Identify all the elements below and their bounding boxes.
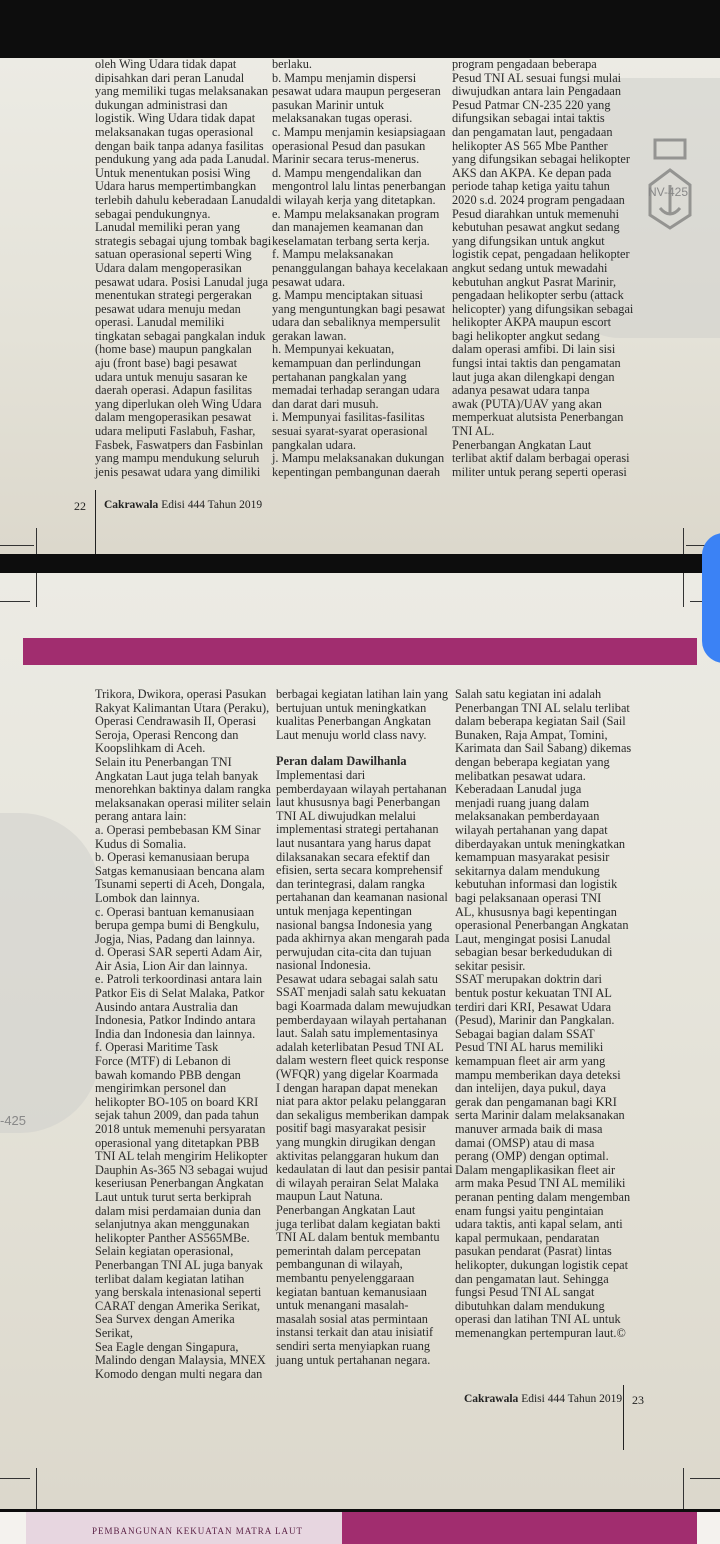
crop-mark	[0, 545, 34, 546]
page22-column-3	[452, 58, 636, 479]
header-color-band	[342, 1512, 697, 1544]
navy-emblem-icon	[640, 130, 700, 230]
page23-column-2-intro: berbagai kegiatan latihan lain yang bertujuan untuk meningkatkan kualitas Penerbangan Angkatan Laut menuju world class navy.	[276, 687, 449, 742]
page23-column-1-text: Trikora, Dwikora, operasi Pasukan Rakyat Kalimantan Utara (Peraku), Operasi Cendrawasih II, Operasi Seroja, Operasi Rencong dan Koopslihkam di Aceh. Selain itu Penerbangan TNI Angkatan Laut juga telah banyak menorehkan baktinya dalam rangka melaksanakan operasi militer selain perang antara lain: a. Operasi pembebasan KM Sinar Kudus di Somalia. b. Operasi kemanusiaan berupa Satgas kemanusiaan bencana alam Tsunami seperti di Aceh, Dongala, Lombok dan lainnya. c. Operasi bantuan kemanusiaan berupa gempa bumi di Bengkulu, Jogja, Nias, Padang dan lainnya. d. Operasi SAR seperti Adam Air, Air Asia, Lion Air dan lainnya. e. Patroli terkoordinasi antara lain Patkor Eis di Selat Malaka, Patkor Ausindo antara Australia dan Indonesia, Patkor Indindo antara India dan Indonesia dan lainnya. f. Operasi Maritime Task Force (MTF) di Lebanon di bawah komando PBB dengan mengirimkan personel dan helikopter BO-105 on board KRI sejak tahun 2009, dan pada tahun 2018 untuk memenuhi persyaratan operasional yang ditetapkan PBB TNI AL telah mengirim Helikopter Dauphin As-365 N3 sebagai wujud keseriusan Penerbangan Angkatan Laut untuk turut serta berkiprah dalam misi perdamaian dunia dan selanjutnya akan menggunakan helikopter Panther AS565MBe. Selain kegiatan operasional, Penerbangan TNI AL juga banyak terlibat dalam kegiatan latihan yang berskala intenasional seperti CARAT dengan Amerika Serikat, Sea Survex dengan Amerika Serikat, Sea Eagle dengan Singapura, Malindo dengan Malaysia, MNEX Komodo dengan multi negara dan	[95, 687, 271, 1381]
helicopter-photo-background	[0, 813, 100, 1133]
page23-column-1	[95, 688, 275, 1381]
folio-divider	[623, 1385, 624, 1450]
magazine-page-24-partial	[0, 1512, 720, 1544]
magazine-name: Cakrawala	[104, 499, 159, 511]
magazine-name: Cakrawala	[464, 1393, 519, 1405]
crop-mark	[36, 1468, 37, 1509]
crop-mark	[36, 573, 37, 607]
crop-mark	[36, 528, 37, 554]
page23-column-2-body: Implementasi dari pemberdayaan wilayah pertahanan laut khususnya bagi Penerbangan TNI AL diwujudkan melalui implementasi strategi pertahanan laut nusantara yang harus dapat dilaksanakan secara efektif dan efisien, serta secara komprehensif dan terintegrasi, dalam rangka pertahanan dan keamanan nasional untuk menjaga kepentingan nasional bangsa Indonesia yang pada akhirnya akan mengarah pada perwujudan cita-cita dan tujuan nasional Indonesia. Pesawat udara sebagai salah satu SSAT menjadi salah satu kekuatan bagi Koarmada dalam mewujudkan pemberdayaan wilayah pertahanan laut. Salah satu implementasinya adalah keterlibatan Pesud TNI AL dalam western fleet quick response (WFQR) yang digelar Koarmada I dengan harapan dapat menekan niat para aktor pelaku pelanggaran dan sekaligus memberikan dampak positif bagi masyarakat pesisir yang mungkin dirugikan dengan aktivitas pelanggaran hukum dan kedaulatan di laut dan pesisir pantai di wilayah perairan Selat Malaka maupun Laut Natuna. Penerbangan Angkatan Laut juga terlibat dalam kegiatan bakti TNI AL dalam bentuk membantu pemerintah dalam percepatan pembangunan di wilayah, membantu penyelenggaraan kegiatan bantuan kemanusiaan untuk menangani masalah- masalah sosial atas permintaan instansi terkait dan atau inisiatif sendiri serta menyiapkan ruang juang untuk pertahanan negara.	[276, 767, 453, 1367]
aircraft-tail-number: -425	[0, 1113, 27, 1128]
section-heading: Peran dalam Dawilhanla	[276, 754, 407, 769]
page-number: 22	[74, 499, 86, 513]
crop-mark	[0, 1478, 30, 1479]
crop-mark	[0, 601, 30, 602]
section-label: PEMBANGUNAN KEKUATAN MATRA LAUT	[26, 1512, 342, 1544]
page22-column-2	[272, 58, 450, 479]
crop-mark	[683, 573, 684, 607]
page22-column-2-text: berlaku. b. Mampu menjamin dispersi pesawat udara maupun pergeseran pasukan Marinir untuk melaksanakan tugas operasi. c. Mampu menjamin kesiapsiagaan operasional Pesud dan pasukan Marinir secara terus-menerus. d. Mampu mengendalikan dan mengontrol lalu lintas penerbangan di wilayah kerja yang ditetapkan. e. Mampu melaksanakan program dan manajemen keamanan dan keselamatan terbang serta kerja. f. Mampu melaksanakan penanggulangan bahaya kecelakaan pesawat udara. g. Mampu menciptakan situasi yang menguntungkan bagi pesawat udara dan sebaliknya mempersulit gerakan lawan. h. Mempunyai kekuatan, kemampuan dan perlindungan pertahanan pangkalan yang memadai terhadap serangan udara dan darat dari musuh. i. Mempunyai fasilitas-fasilitas sesuai syarat-syarat operasional pangkalan udara. j. Mampu melaksanakan dukungan kepentingan pembangunan daerah	[272, 58, 449, 479]
crop-mark	[683, 528, 684, 554]
page23-column-3-text: Salah satu kegiatan ini adalah Penerbangan TNI AL selalu terlibat dalam beberapa kegiatan Sail (Sail Bunaken, Raja Ampat, Tomini, Karimata dan Sail Sabang) dikemas dengan beberapa kegiatan yang melibatkan pesawat udara. Keberadaan Lanudal juga menjadi ruang juang dalam melaksanakan pemberdayaan wilayah pertahanan yang dapat diberdayakan untuk meningkatkan kemampuan masyarakat pesisir sekitarnya dalam mendukung kebutuhan informasi dan logistik bagi pelaksanaan operasi TNI AL, khususnya bagi kepentingan operasional Penerbangan Angkatan Laut, mengingat posisi Lanudal sebagian besar berkedudukan di sekitar pesisir. SSAT merupakan doktrin dari bentuk postur kekuatan TNI AL terdiri dari KRI, Pesawat Udara (Pesud), Marinir dan Pangkalan. Sebagai bagian dalam SSAT Pesud TNI AL harus memiliki kemampuan fleet air arm yang mampu memberikan daya deteksi dan intelijen, daya pukul, daya gerak dan pengamanan bagi KRI serta Marinir dalam melaksanakan manuver armada baik di masa damai (OMSP) atau di masa perang (OMP) dengan optimal. Dalam mengaplikasikan fleet air arm maka Pesud TNI AL memiliki peranan penting dalam mengemban enam fungsi yaitu pengintaian udara taktis, anti kapal selam, anti kapal permukaan, pendaratan pasukan pendarat (Pasrat) lintas helikopter, dukungan logistik cepat dan pengamatan laut. Sehingga fungsi Pesud TNI AL sangat dibutuhkan dalam mendukung operasi dan latihan TNI AL untuk memenangkan pertempuran laut.©	[455, 687, 632, 1340]
magazine-issue: Edisi 444 Tahun 2019	[521, 1393, 623, 1405]
magazine-folio	[464, 1393, 622, 1405]
aircraft-tail-number: NV-425	[648, 185, 689, 199]
page22-column-3-text: program pengadaan beberapa Pesud TNI AL sesuai fungsi mulai diwujudkan antara lain Pengadaan Pesud Patmar CN-235 220 yang difungsikan sebagai intai taktis dan pengamatan laut, pengadaan helikopter AS 565 Mbe Panther yang difungsikan sebagai helikopter AKS dan AKPA. Ke depan pada periode tahap ketiga yaitu tahun 2020 s.d. 2024 program pengadaan Pesud diarahkan untuk memenuhi kebutuhan pesawat angkut sedang yang difungsikan untuk angkut logistik cepat, pengadaan helikopter angkut sedang untuk mewadahi kebutuhan angkut Pasrat Marinir, pengadaan helikopter serbu (attack helicopter) yang difungsikan sebagai helikopter AKPA maupun escort bagi helikopter angkut sedang dalam operasi amfibi. Di lain sisi fungsi intai taktis dan pengamatan laut juga akan dilengkapi dengan adanya pesawat udara tanpa awak (PUTA)/UAV yang akan memperkuat alutsista Penerbangan TNI AL. Penerbangan Angkatan Laut terlibat aktif dalam berbagai operasi militer untuk perang seperti operasi	[452, 58, 634, 479]
page-number: 23	[632, 1393, 644, 1407]
crop-mark	[690, 1478, 720, 1479]
page22-column-1	[95, 58, 275, 479]
magazine-page-23	[0, 573, 720, 1509]
folio-divider	[95, 490, 96, 554]
page23-column-2	[276, 688, 456, 1367]
magazine-issue: Edisi 444 Tahun 2019	[161, 499, 263, 511]
scroll-handle[interactable]	[702, 533, 720, 663]
page22-column-1-text: oleh Wing Udara tidak dapat dipisahkan dari peran Lanudal yang memiliki tugas melaksanakan dukungan administrasi dan logistik. Wing Udara tidak dapat melaksanakan tugas operasional dengan baik tanpa adanya fasilitas pendukung yang ada pada Lanudal. Untuk menentukan posisi Wing Udara harus mempertimbangkan terlebih dahulu keberadaan Lanudal sebagai pendukungnya. Lanudal memiliki peran yang strategis sebagai ujung tombak bagi satuan operasional seperti Wing Udara dalam mengoperasikan pesawat udara. Posisi Lanudal juga menentukan strategi pergerakan pesawat udara menuju medan operasi. Lanudal memiliki tingkatan sebagai pangkalan induk (home base) maupun pangkalan aju (front base) bagi pesawat udara untuk menuju sasaran ke daerah operasi. Adapun fasilitas yang diperlukan oleh Wing Udara dalam mengoperasikan pesawat udara meliputi Faslabuh, Fashar, Fasbek, Faswatpers dan Fasbinlan yang mampu mendukung seluruh jenis pesawat udara yang dimiliki	[95, 58, 272, 479]
magazine-folio	[104, 499, 262, 511]
crop-mark	[683, 1468, 684, 1509]
header-color-band	[23, 638, 697, 665]
magazine-page-22	[0, 58, 720, 554]
page23-column-3	[455, 688, 645, 1341]
